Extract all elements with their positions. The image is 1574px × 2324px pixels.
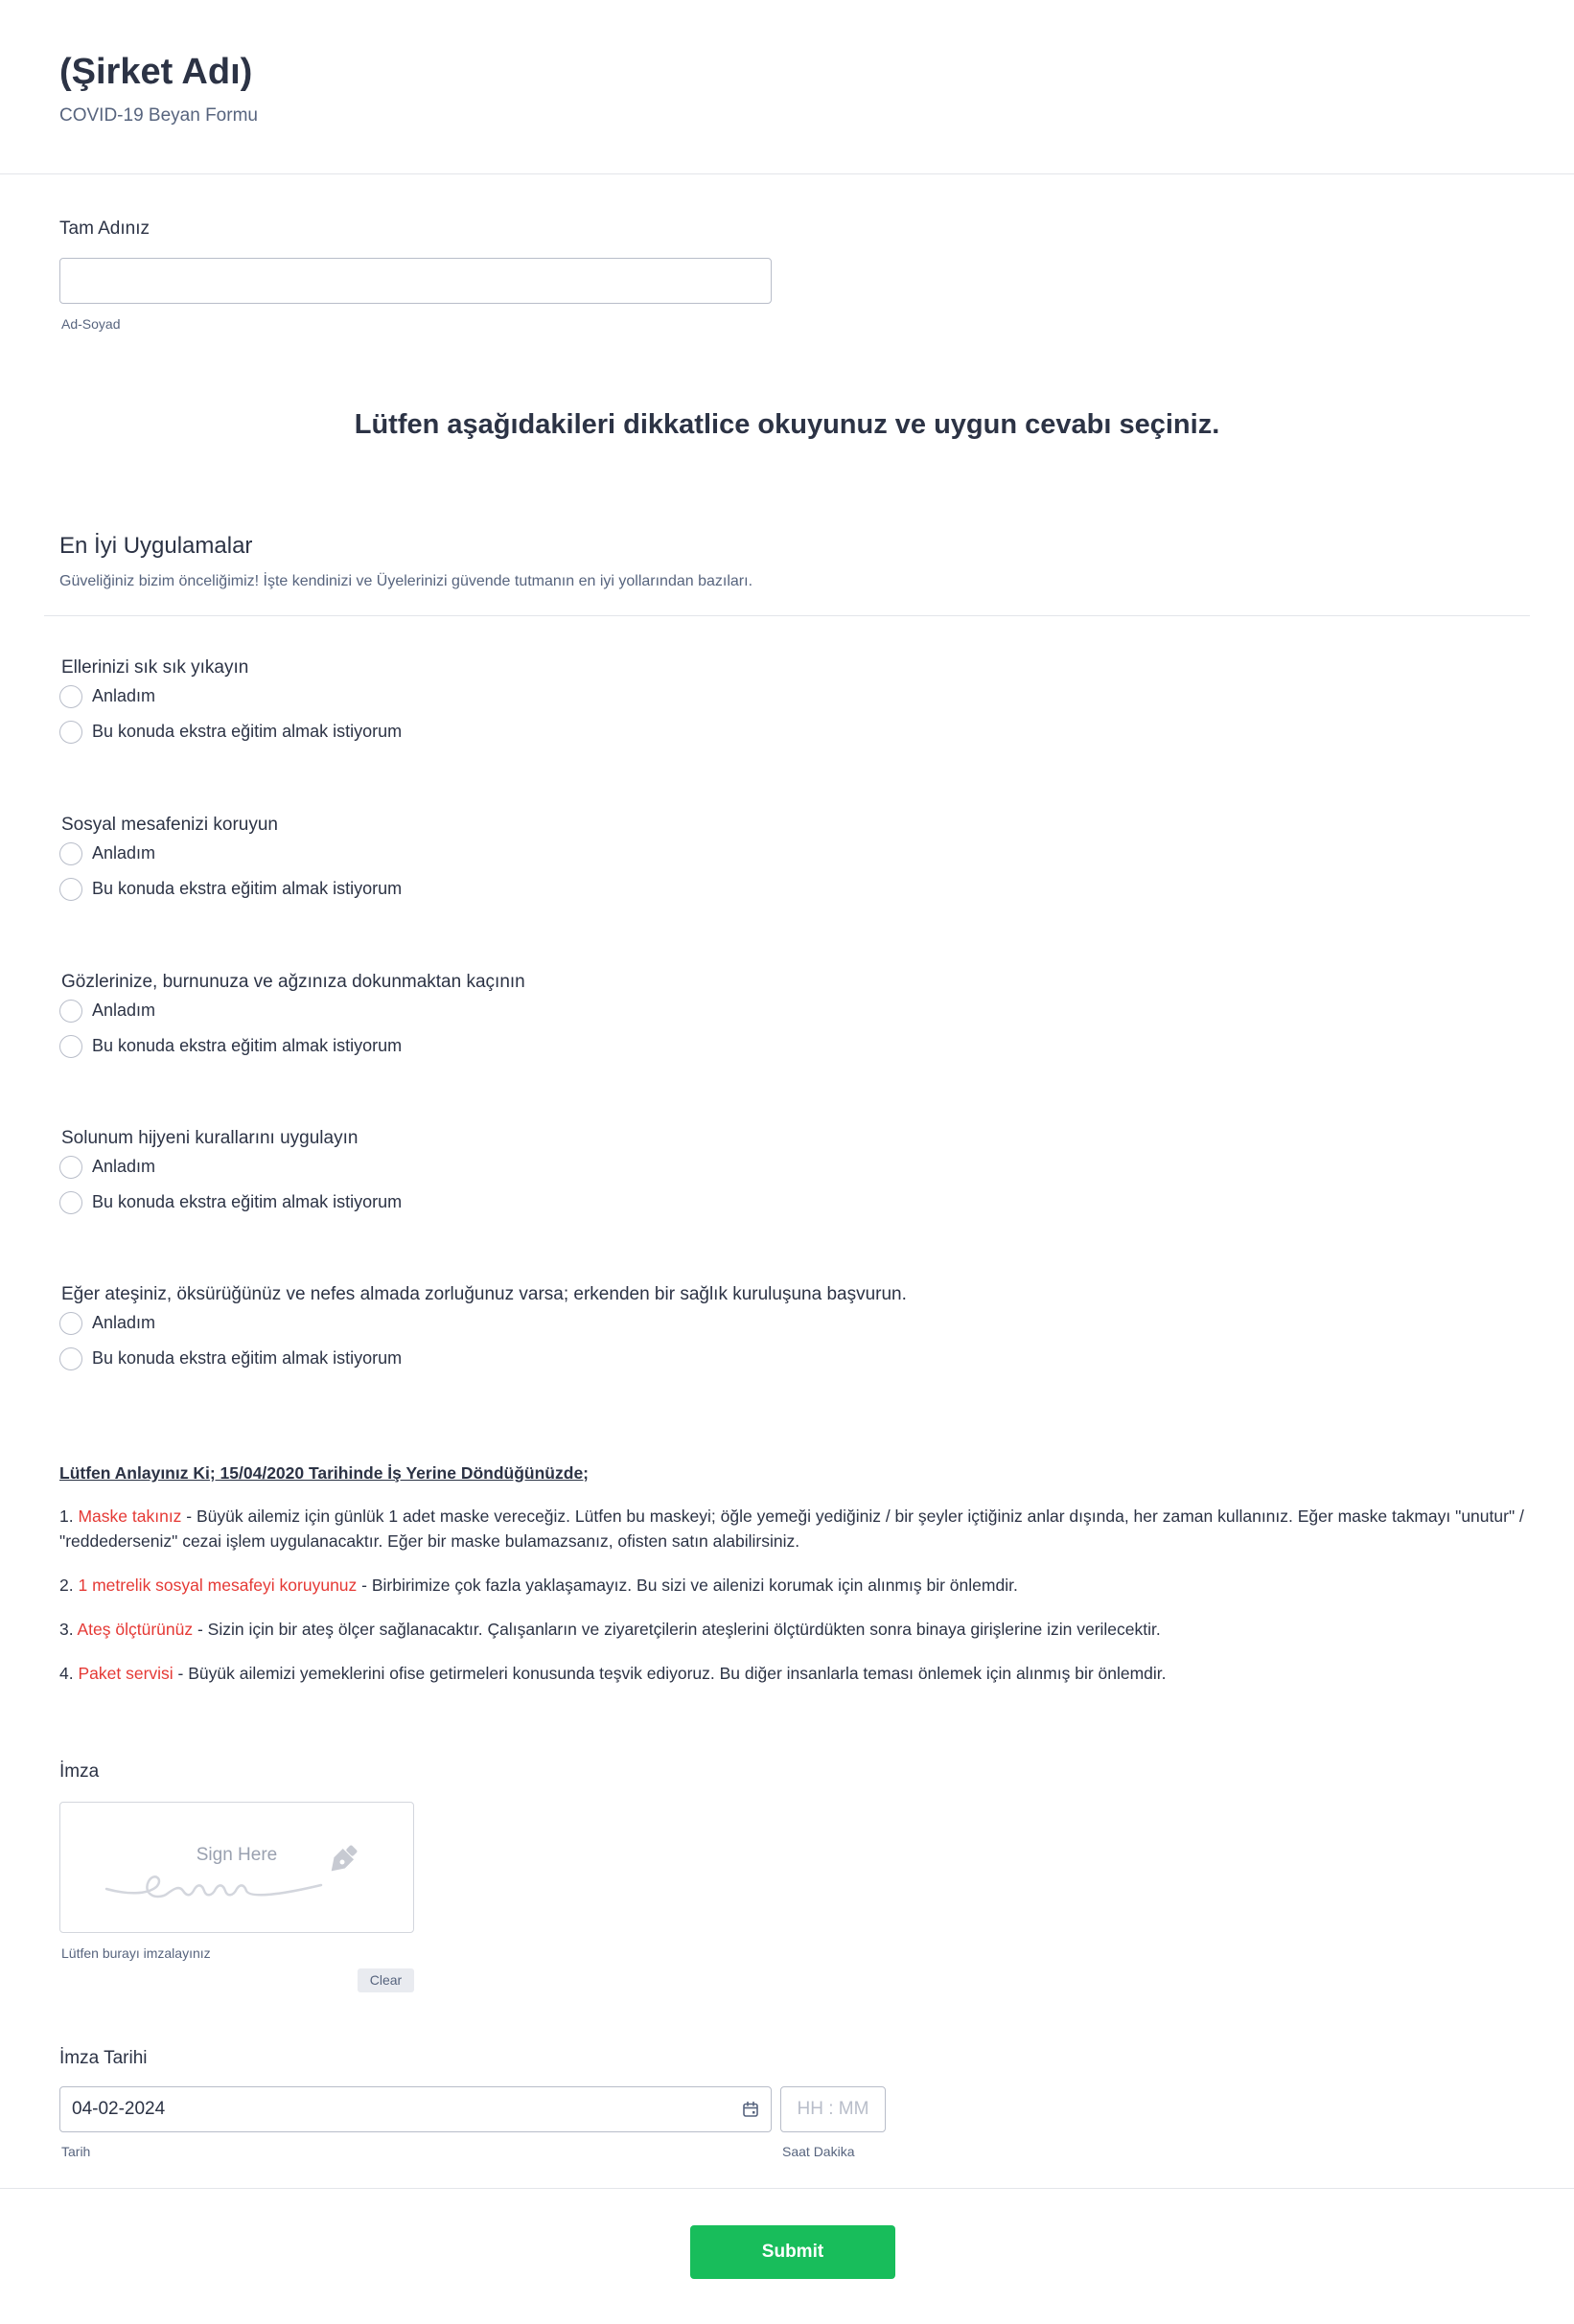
- notice-item-text: - Birbirimize çok fazla yaklaşamayız. Bu sizi ve ailenizi korumak için alınmış bir önlemdir.: [357, 1576, 1018, 1595]
- signature-date-label: İmza Tarihi: [59, 2048, 148, 2068]
- notice-item-number: 2.: [59, 1576, 79, 1595]
- question-avoid-touching-face: [59, 972, 525, 1064]
- radio-label: Bu konuda ekstra eğitim almak istiyorum: [92, 1348, 403, 1368]
- form-header: [0, 0, 1574, 174]
- notice-item-text: - Büyük ailemiz için günlük 1 adet maske vereceğiz. Lütfen bu maskeyi; öğle yemeği yediğiniz / bir şeyler içtiğiniz anlar dışında, her zaman kullanınız. Eğer maske takmayı "unutur" / "reddederseniz" cezai işlem uygulanacaktır. Eğer bir maske bulamazsanız, ofisten satın alabilirsiniz.: [59, 1507, 1524, 1551]
- full-name-input[interactable]: [59, 258, 772, 304]
- pen-nib-icon: [321, 1839, 363, 1881]
- notice-item-highlight: Paket servisi: [78, 1664, 174, 1683]
- signature-placeholder: Sign Here: [196, 1845, 278, 1865]
- radio-option-understood[interactable]: [59, 1149, 402, 1185]
- signature-pad[interactable]: [59, 1802, 414, 1933]
- date-sublabel: Tarih: [61, 2144, 91, 2159]
- form-subtitle: COVID-19 Beyan Formu: [59, 105, 258, 126]
- question-label: Eğer ateşiniz, öksürüğünüz ve nefes almada zorluğunuz varsa; erkenden bir sağlık kuruluşuna başvurun.: [61, 1284, 907, 1304]
- time-sublabel: Saat Dakika: [782, 2144, 855, 2159]
- radio-option-extra-training[interactable]: [59, 1185, 402, 1220]
- radio-label: Bu konuda ekstra eğitim almak istiyorum: [92, 1192, 403, 1211]
- radio-button[interactable]: [59, 1156, 82, 1179]
- full-name-label: Tam Adınız: [59, 219, 150, 239]
- radio-option-understood[interactable]: [59, 993, 525, 1028]
- notice-item-number: 4.: [59, 1664, 79, 1683]
- radio-label: Bu konuda ekstra eğitim almak istiyorum: [92, 1036, 403, 1055]
- radio-option-understood[interactable]: [59, 836, 402, 871]
- radio-label: Bu konuda ekstra eğitim almak istiyorum: [92, 722, 403, 741]
- radio-button[interactable]: [59, 1191, 82, 1214]
- notice-item-highlight: 1 metrelik sosyal mesafeyi koruyunuz: [78, 1576, 358, 1595]
- notice-item-number: 3.: [59, 1620, 78, 1639]
- radio-label: Bu konuda ekstra eğitim almak istiyorum: [92, 879, 403, 898]
- section-title: En İyi Uygulamalar: [59, 533, 253, 559]
- radio-button[interactable]: [59, 1347, 82, 1370]
- notice-item-text: - Sizin için bir ateş ölçer sağlanacaktır. Çalışanların ve ziyaretçilerin ateşlerini ölçtürdükten sonra binaya girişlerine izin verilecektir.: [193, 1620, 1161, 1639]
- radio-option-understood[interactable]: [59, 679, 402, 714]
- radio-button[interactable]: [59, 1035, 82, 1058]
- question-hand-washing: [59, 657, 402, 749]
- radio-option-extra-training[interactable]: [59, 1028, 525, 1064]
- notice-item-number: 1.: [59, 1507, 79, 1526]
- question-seek-medical-care: [59, 1284, 907, 1376]
- notice-item: [59, 1504, 1526, 1553]
- notice-item-highlight: Maske takınız: [78, 1507, 182, 1526]
- submit-button[interactable]: Submit: [690, 2225, 895, 2279]
- radio-button[interactable]: [59, 1000, 82, 1023]
- company-title: (Şirket Adı): [59, 52, 253, 92]
- radio-label: Anladım: [92, 1001, 156, 1020]
- radio-button[interactable]: [59, 685, 82, 708]
- question-label: Sosyal mesafenizi koruyun: [61, 815, 278, 835]
- radio-button[interactable]: [59, 721, 82, 744]
- signature-date-input[interactable]: [59, 2086, 772, 2132]
- radio-button[interactable]: [59, 842, 82, 865]
- notice-item: [59, 1661, 1526, 1686]
- instruction-text: Lütfen aşağıdakileri dikkatlice okuyunuz ve uygun cevabı seçiniz.: [354, 409, 1220, 440]
- question-label: Gözlerinize, burnunuza ve ağzınıza dokunmaktan kaçının: [61, 972, 525, 992]
- radio-option-extra-training[interactable]: [59, 714, 402, 749]
- radio-label: Anladım: [92, 1157, 156, 1176]
- radio-button[interactable]: [59, 1312, 82, 1335]
- radio-label: Anladım: [92, 843, 156, 863]
- radio-option-understood[interactable]: [59, 1305, 907, 1341]
- question-label: Solunum hijyeni kurallarını uygulayın: [61, 1128, 359, 1148]
- signature-sublabel: Lütfen burayı imzalayınız: [61, 1945, 211, 1961]
- calendar-icon[interactable]: [742, 2101, 759, 2118]
- notice-title: Lütfen Anlayınız Ki; 15/04/2020 Tarihinde İş Yerine Döndüğünüzde;: [59, 1463, 590, 1483]
- date-value: 04-02-2024: [72, 2099, 166, 2119]
- radio-label: Anladım: [92, 1313, 156, 1332]
- radio-label: Anladım: [92, 686, 156, 705]
- clear-signature-button[interactable]: Clear: [358, 1968, 414, 1992]
- question-label: Ellerinizi sık sık yıkayın: [61, 657, 249, 678]
- signature-label: İmza: [59, 1761, 100, 1782]
- time-input[interactable]: HH : MM: [780, 2086, 886, 2132]
- form-footer: [0, 2188, 1574, 2324]
- question-respiratory-hygiene: [59, 1128, 402, 1220]
- notice-item: [59, 1573, 1526, 1598]
- radio-option-extra-training[interactable]: [59, 1341, 907, 1376]
- radio-option-extra-training[interactable]: [59, 871, 402, 907]
- section-description: Güveliğiniz bizim önceliğimiz! İşte kendinizi ve Üyelerinizi güvende tutmanın en iyi yollarından bazıları.: [59, 573, 753, 589]
- notice-item-text: - Büyük ailemizi yemeklerini ofise getirmeleri konusunda teşvik ediyoruz. Bu diğer insanlarla teması önlemek için alınmış bir önlemdir.: [173, 1664, 1167, 1683]
- return-to-work-notice: [59, 1461, 1526, 1705]
- section-divider: [44, 615, 1530, 616]
- notice-item-highlight: Ateş ölçtürünüz: [77, 1620, 194, 1639]
- full-name-sublabel: Ad-Soyad: [61, 316, 121, 332]
- question-social-distance: [59, 815, 402, 907]
- radio-button[interactable]: [59, 878, 82, 901]
- notice-item: [59, 1617, 1526, 1642]
